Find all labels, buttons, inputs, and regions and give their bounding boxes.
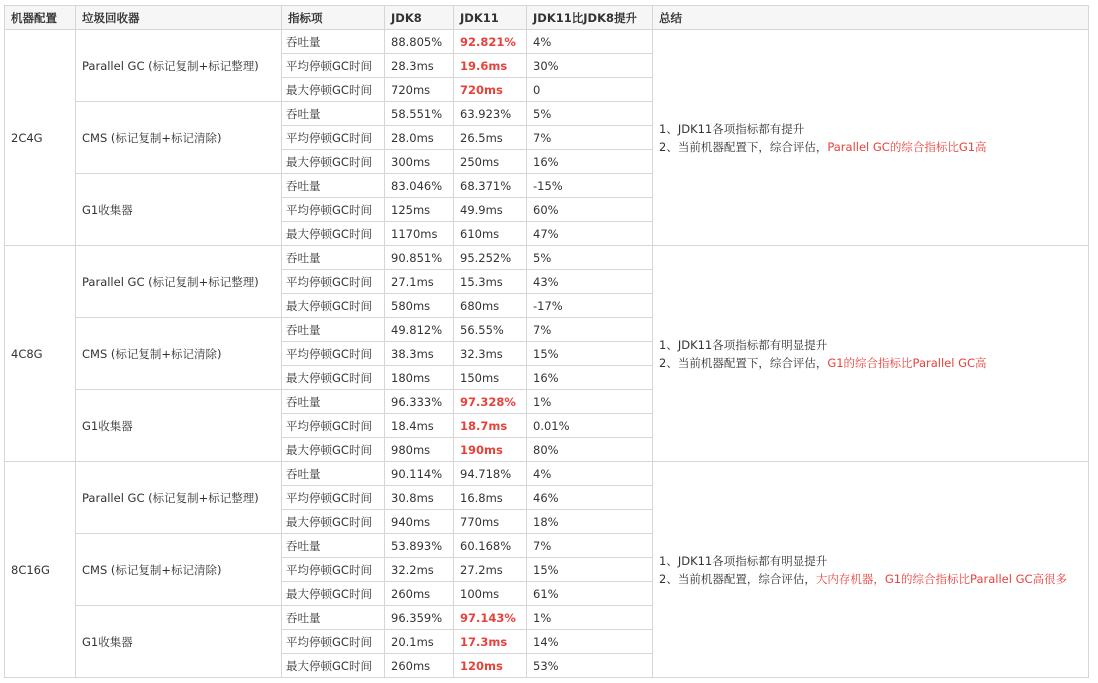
jdk11-value-cell: 63.923% bbox=[454, 102, 527, 126]
table-row bbox=[5, 462, 1089, 486]
improvement-cell: 61% bbox=[527, 582, 653, 606]
summary-cell bbox=[653, 30, 1089, 246]
metric-cell: 平均停顿GC时间 bbox=[282, 270, 385, 294]
summary-line-2 bbox=[659, 138, 1082, 156]
metric-cell: 平均停顿GC时间 bbox=[282, 126, 385, 150]
summary-line-2-highlight: G1的综合指标比Parallel GC高 bbox=[827, 355, 987, 370]
table-body bbox=[5, 30, 1089, 678]
jdk11-value-cell: 27.2ms bbox=[454, 558, 527, 582]
gc-collector-cell: G1收集器 bbox=[76, 174, 282, 246]
metric-cell: 吞吐量 bbox=[282, 174, 385, 198]
metric-cell: 吞吐量 bbox=[282, 318, 385, 342]
jdk8-value-cell: 38.3ms bbox=[385, 342, 454, 366]
jdk11-value-cell: 94.718% bbox=[454, 462, 527, 486]
jdk11-value-cell: 720ms bbox=[454, 78, 527, 102]
jdk11-value-cell: 680ms bbox=[454, 294, 527, 318]
jdk11-value-cell: 150ms bbox=[454, 366, 527, 390]
jdk8-value-cell: 260ms bbox=[385, 582, 454, 606]
summary-line-1: 1、JDK11各项指标都有明显提升 bbox=[659, 553, 828, 568]
jdk8-value-cell: 18.4ms bbox=[385, 414, 454, 438]
improvement-cell: 14% bbox=[527, 630, 653, 654]
summary-line-2 bbox=[659, 354, 1082, 372]
jdk11-value-cell: 100ms bbox=[454, 582, 527, 606]
header-row bbox=[5, 6, 1089, 30]
jdk11-value-cell: 26.5ms bbox=[454, 126, 527, 150]
gc-collector-cell: G1收集器 bbox=[76, 606, 282, 678]
header-gc-collector: 垃圾回收器 bbox=[76, 6, 282, 30]
jdk11-value-cell: 68.371% bbox=[454, 174, 527, 198]
summary-line-2-highlight: Parallel GC的综合指标比G1高 bbox=[827, 139, 987, 154]
jdk8-value-cell: 83.046% bbox=[385, 174, 454, 198]
header-metric: 指标项 bbox=[282, 6, 385, 30]
metric-cell: 最大停顿GC时间 bbox=[282, 294, 385, 318]
jdk8-value-cell: 49.812% bbox=[385, 318, 454, 342]
metric-cell: 最大停顿GC时间 bbox=[282, 366, 385, 390]
jdk8-value-cell: 20.1ms bbox=[385, 630, 454, 654]
improvement-cell: 47% bbox=[527, 222, 653, 246]
metric-cell: 吞吐量 bbox=[282, 534, 385, 558]
jdk8-value-cell: 125ms bbox=[385, 198, 454, 222]
gc-collector-cell: Parallel GC (标记复制+标记整理) bbox=[76, 462, 282, 534]
improvement-cell: 16% bbox=[527, 366, 653, 390]
jdk8-value-cell: 940ms bbox=[385, 510, 454, 534]
header-machine-config: 机器配置 bbox=[5, 6, 76, 30]
jdk11-value-cell: 120ms bbox=[454, 654, 527, 678]
gc-collector-cell: CMS (标记复制+标记清除) bbox=[76, 102, 282, 174]
gc-collector-cell: G1收集器 bbox=[76, 390, 282, 462]
jdk11-value-cell: 19.6ms bbox=[454, 54, 527, 78]
metric-cell: 最大停顿GC时间 bbox=[282, 150, 385, 174]
metric-cell: 吞吐量 bbox=[282, 30, 385, 54]
metric-cell: 吞吐量 bbox=[282, 102, 385, 126]
jdk11-value-cell: 16.8ms bbox=[454, 486, 527, 510]
summary-line-2 bbox=[659, 570, 1082, 588]
improvement-cell: 46% bbox=[527, 486, 653, 510]
jdk11-value-cell: 97.328% bbox=[454, 390, 527, 414]
gc-comparison-table bbox=[4, 5, 1089, 678]
jdk11-value-cell: 15.3ms bbox=[454, 270, 527, 294]
improvement-cell: 5% bbox=[527, 102, 653, 126]
summary-line-2-prefix: 2、当前机器配置，综合评估， bbox=[659, 571, 816, 586]
metric-cell: 最大停顿GC时间 bbox=[282, 438, 385, 462]
jdk11-value-cell: 49.9ms bbox=[454, 198, 527, 222]
jdk11-value-cell: 190ms bbox=[454, 438, 527, 462]
improvement-cell: -15% bbox=[527, 174, 653, 198]
header-jdk8: JDK8 bbox=[385, 6, 454, 30]
gc-collector-cell: CMS (标记复制+标记清除) bbox=[76, 534, 282, 606]
jdk8-value-cell: 1170ms bbox=[385, 222, 454, 246]
jdk8-value-cell: 88.805% bbox=[385, 30, 454, 54]
jdk11-value-cell: 770ms bbox=[454, 510, 527, 534]
jdk8-value-cell: 260ms bbox=[385, 654, 454, 678]
header-summary: 总结 bbox=[653, 6, 1089, 30]
improvement-cell: 4% bbox=[527, 462, 653, 486]
improvement-cell: 7% bbox=[527, 534, 653, 558]
improvement-cell: 0.01% bbox=[527, 414, 653, 438]
summary-line-2-highlight: 大内存机器，G1的综合指标比Parallel GC高很多 bbox=[815, 571, 1068, 586]
jdk8-value-cell: 720ms bbox=[385, 78, 454, 102]
jdk8-value-cell: 300ms bbox=[385, 150, 454, 174]
jdk8-value-cell: 980ms bbox=[385, 438, 454, 462]
metric-cell: 平均停顿GC时间 bbox=[282, 558, 385, 582]
improvement-cell: 1% bbox=[527, 390, 653, 414]
summary-line-2-prefix: 2、当前机器配置下，综合评估， bbox=[659, 355, 828, 370]
improvement-cell: 15% bbox=[527, 558, 653, 582]
jdk8-value-cell: 27.1ms bbox=[385, 270, 454, 294]
metric-cell: 吞吐量 bbox=[282, 246, 385, 270]
jdk8-value-cell: 96.333% bbox=[385, 390, 454, 414]
improvement-cell: 43% bbox=[527, 270, 653, 294]
metric-cell: 最大停顿GC时间 bbox=[282, 582, 385, 606]
jdk8-value-cell: 58.551% bbox=[385, 102, 454, 126]
jdk8-value-cell: 28.3ms bbox=[385, 54, 454, 78]
summary-line-1: 1、JDK11各项指标都有提升 bbox=[659, 121, 805, 136]
summary-cell bbox=[653, 246, 1089, 462]
gc-collector-cell: Parallel GC (标记复制+标记整理) bbox=[76, 30, 282, 102]
improvement-cell: 30% bbox=[527, 54, 653, 78]
improvement-cell: 18% bbox=[527, 510, 653, 534]
machine-config-cell: 4C8G bbox=[5, 246, 76, 462]
gc-collector-cell: Parallel GC (标记复制+标记整理) bbox=[76, 246, 282, 318]
table-row bbox=[5, 30, 1089, 54]
metric-cell: 平均停顿GC时间 bbox=[282, 630, 385, 654]
machine-config-cell: 8C16G bbox=[5, 462, 76, 678]
improvement-cell: 7% bbox=[527, 318, 653, 342]
jdk11-value-cell: 60.168% bbox=[454, 534, 527, 558]
jdk8-value-cell: 90.851% bbox=[385, 246, 454, 270]
jdk11-value-cell: 18.7ms bbox=[454, 414, 527, 438]
jdk8-value-cell: 90.114% bbox=[385, 462, 454, 486]
jdk8-value-cell: 53.893% bbox=[385, 534, 454, 558]
metric-cell: 平均停顿GC时间 bbox=[282, 54, 385, 78]
jdk8-value-cell: 580ms bbox=[385, 294, 454, 318]
machine-config-cell: 2C4G bbox=[5, 30, 76, 246]
jdk8-value-cell: 180ms bbox=[385, 366, 454, 390]
jdk8-value-cell: 30.8ms bbox=[385, 486, 454, 510]
metric-cell: 最大停顿GC时间 bbox=[282, 510, 385, 534]
metric-cell: 吞吐量 bbox=[282, 606, 385, 630]
jdk11-value-cell: 92.821% bbox=[454, 30, 527, 54]
jdk11-value-cell: 97.143% bbox=[454, 606, 527, 630]
jdk11-value-cell: 56.55% bbox=[454, 318, 527, 342]
improvement-cell: 60% bbox=[527, 198, 653, 222]
metric-cell: 吞吐量 bbox=[282, 462, 385, 486]
improvement-cell: 5% bbox=[527, 246, 653, 270]
improvement-cell: 7% bbox=[527, 126, 653, 150]
improvement-cell: 15% bbox=[527, 342, 653, 366]
gc-collector-cell: CMS (标记复制+标记清除) bbox=[76, 318, 282, 390]
metric-cell: 吞吐量 bbox=[282, 390, 385, 414]
metric-cell: 平均停顿GC时间 bbox=[282, 342, 385, 366]
jdk11-value-cell: 17.3ms bbox=[454, 630, 527, 654]
jdk8-value-cell: 28.0ms bbox=[385, 126, 454, 150]
improvement-cell: 1% bbox=[527, 606, 653, 630]
metric-cell: 平均停顿GC时间 bbox=[282, 414, 385, 438]
header-jdk11: JDK11 bbox=[454, 6, 527, 30]
metric-cell: 最大停顿GC时间 bbox=[282, 78, 385, 102]
jdk8-value-cell: 32.2ms bbox=[385, 558, 454, 582]
table-row bbox=[5, 246, 1089, 270]
metric-cell: 最大停顿GC时间 bbox=[282, 222, 385, 246]
metric-cell: 最大停顿GC时间 bbox=[282, 654, 385, 678]
summary-cell bbox=[653, 462, 1089, 678]
summary-line-2-prefix: 2、当前机器配置下，综合评估， bbox=[659, 139, 828, 154]
improvement-cell: 53% bbox=[527, 654, 653, 678]
jdk11-value-cell: 610ms bbox=[454, 222, 527, 246]
jdk11-value-cell: 32.3ms bbox=[454, 342, 527, 366]
header-improvement: JDK11比JDK8提升 bbox=[527, 6, 653, 30]
jdk8-value-cell: 96.359% bbox=[385, 606, 454, 630]
jdk11-value-cell: 250ms bbox=[454, 150, 527, 174]
improvement-cell: -17% bbox=[527, 294, 653, 318]
improvement-cell: 16% bbox=[527, 150, 653, 174]
jdk11-value-cell: 95.252% bbox=[454, 246, 527, 270]
metric-cell: 平均停顿GC时间 bbox=[282, 486, 385, 510]
improvement-cell: 80% bbox=[527, 438, 653, 462]
improvement-cell: 0 bbox=[527, 78, 653, 102]
improvement-cell: 4% bbox=[527, 30, 653, 54]
metric-cell: 平均停顿GC时间 bbox=[282, 198, 385, 222]
summary-line-1: 1、JDK11各项指标都有明显提升 bbox=[659, 337, 828, 352]
